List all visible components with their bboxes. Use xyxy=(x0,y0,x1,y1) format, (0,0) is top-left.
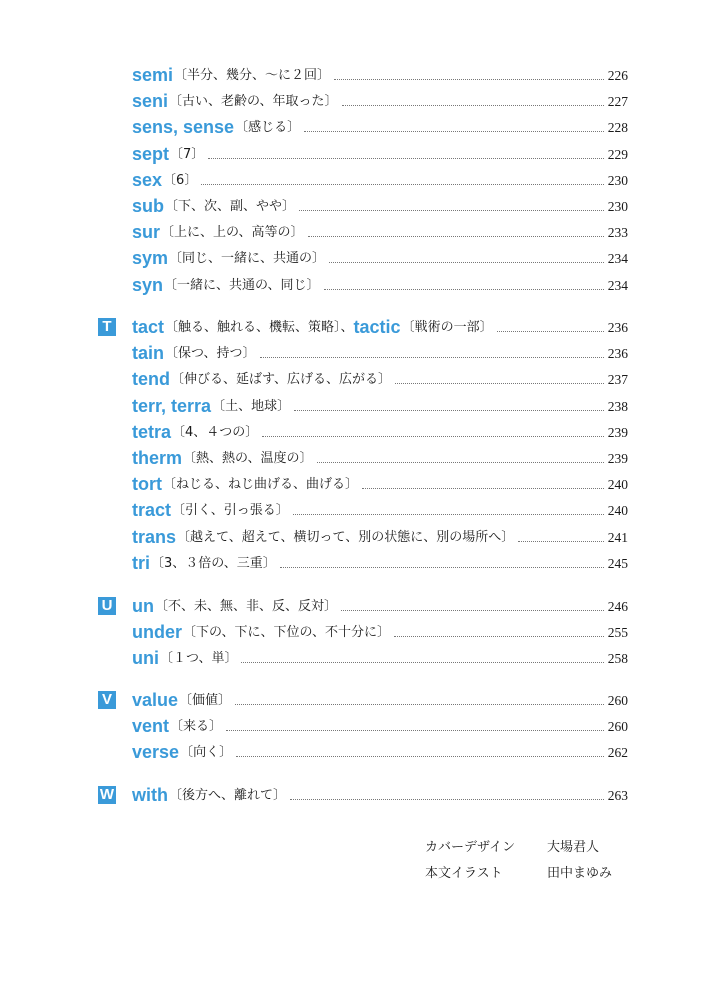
entry-page-number: 262 xyxy=(607,745,628,761)
index-entry[interactable] xyxy=(132,247,628,269)
section-letter-badge: T xyxy=(98,318,116,336)
entry-root: sub xyxy=(132,196,165,216)
dot-leader xyxy=(262,436,603,437)
entry-page-number: 239 xyxy=(607,451,628,466)
index-entry[interactable] xyxy=(132,447,628,469)
index-entry[interactable] xyxy=(132,274,628,296)
entry-page-number: 237 xyxy=(607,372,628,388)
entry-root: un xyxy=(132,596,154,616)
dot-leader xyxy=(329,262,604,263)
index-entry[interactable] xyxy=(132,143,628,165)
dot-leader xyxy=(236,756,604,757)
entry-page-number: 260 xyxy=(607,693,628,708)
entry-page-number: 255 xyxy=(607,625,628,641)
entry-page-number: 258 xyxy=(607,651,628,667)
index-entry[interactable] xyxy=(132,715,628,737)
entry-root: semi xyxy=(132,65,174,85)
index-section xyxy=(98,784,628,810)
entry-root: trans xyxy=(132,526,177,547)
entry-page-number: 236 xyxy=(607,320,628,335)
entry-root: sur xyxy=(132,222,161,243)
entry-gloss: 〔一緒に、共通の、同じ〕 xyxy=(164,277,320,293)
index-entry[interactable] xyxy=(132,195,628,217)
entry-gloss: 〔古い、老齢の、年取った〕 xyxy=(169,94,338,110)
dot-leader xyxy=(201,184,603,185)
entry-gloss: 〔向く〕 xyxy=(180,745,233,761)
entry-root: verse xyxy=(132,742,180,763)
entry-page-number: 229 xyxy=(607,146,628,162)
entry-root: value xyxy=(132,690,179,710)
entry-page-number: 245 xyxy=(607,555,628,571)
index-entry[interactable] xyxy=(132,342,628,364)
dot-leader xyxy=(518,541,604,542)
index-entry[interactable] xyxy=(132,116,628,138)
credit-name: 大場君人 xyxy=(547,840,600,855)
entry-root: sept xyxy=(132,143,170,164)
entry-gloss: 〔不、未、無、非、反、反対〕 xyxy=(155,599,338,614)
index-section xyxy=(98,64,628,300)
entry-root: tain xyxy=(132,343,165,364)
dot-leader xyxy=(280,567,604,568)
entry-gloss: 〔越えて、超えて、横切って、別の状態に、別の場所へ〕 xyxy=(177,529,515,545)
dot-leader xyxy=(497,331,604,332)
credit-name: 田中まゆみ xyxy=(547,866,613,881)
entry-root: uni xyxy=(132,648,159,669)
index-entry[interactable] xyxy=(132,784,628,806)
entry-page-number: 238 xyxy=(607,398,628,414)
section-letter-badge: V xyxy=(98,691,116,709)
entry-page-number: 230 xyxy=(607,199,628,214)
dot-leader xyxy=(235,704,604,705)
entry-page-number: 230 xyxy=(607,172,628,188)
index-entry[interactable] xyxy=(132,526,628,548)
entry-gloss: 〔引く、引っ張る〕 xyxy=(172,503,289,519)
index-section xyxy=(98,595,628,674)
entry-page-number: 233 xyxy=(607,225,628,241)
entry-gloss: 〔6〕 xyxy=(163,172,198,188)
index-entry[interactable] xyxy=(132,169,628,191)
entry-gloss: 〔後方へ、離れて〕 xyxy=(169,788,287,803)
entry-root: tort xyxy=(132,474,162,495)
entry-root: sym xyxy=(132,248,169,269)
index-entry[interactable] xyxy=(132,473,628,495)
entry-gloss: 〔保つ、持つ〕 xyxy=(165,346,256,362)
entry-gloss: 〔価値〕 xyxy=(179,693,232,708)
dot-leader xyxy=(317,462,604,463)
index-section xyxy=(98,316,628,578)
dot-leader xyxy=(304,131,604,132)
entry-gloss: 〔土、地球〕 xyxy=(212,398,291,414)
dot-leader xyxy=(294,410,604,411)
index-entry[interactable] xyxy=(132,499,628,521)
dot-leader xyxy=(395,383,604,384)
entry-root: sex xyxy=(132,169,163,190)
entry-root: tetra xyxy=(132,421,172,442)
credit-role: 本文イラスト xyxy=(425,866,503,881)
entry-page-number: 239 xyxy=(607,424,628,440)
entry-gloss: 〔3、３倍の、三重〕 xyxy=(151,555,276,571)
entry-gloss: 〔下の、下に、下位の、不十分に〕 xyxy=(183,625,390,641)
entry-page-number: 240 xyxy=(607,477,628,493)
entry-root: sens, sense xyxy=(132,117,235,138)
dot-leader xyxy=(362,488,604,489)
index-entry[interactable] xyxy=(132,64,628,86)
entry-page-number: 234 xyxy=(607,277,628,293)
entry-root: syn xyxy=(132,274,164,295)
dot-leader xyxy=(260,357,604,358)
dot-leader xyxy=(241,662,603,663)
dot-leader xyxy=(334,79,604,80)
dot-leader xyxy=(299,210,604,211)
entry-page-number: 226 xyxy=(607,68,628,83)
index-entry[interactable] xyxy=(132,621,628,643)
dot-leader xyxy=(293,514,604,515)
entry-gloss: 〔伸びる、延ばす、広げる、広がる〕 xyxy=(171,372,391,388)
credit-row xyxy=(425,836,645,856)
index-entry[interactable] xyxy=(132,741,628,763)
entry-page-number: 227 xyxy=(607,94,628,110)
entry-page-number: 260 xyxy=(607,719,628,735)
entry-gloss: 〔半分、幾分、〜に２回〕 xyxy=(174,68,331,83)
index-entry[interactable] xyxy=(132,221,628,243)
entry-gloss: 〔同じ、一緒に、共通の〕 xyxy=(169,251,326,267)
entry-root: tend xyxy=(132,369,170,390)
entry-gloss: 〔4、４つの〕 xyxy=(172,424,259,440)
entry-root: tri xyxy=(132,552,150,573)
credit-row xyxy=(425,862,645,882)
entry-gloss: 〔ねじる、ねじ曲げる、曲げる〕 xyxy=(163,477,359,493)
index-section xyxy=(98,689,628,768)
entry-gloss: 〔7〕 xyxy=(170,146,205,162)
entry-root: with xyxy=(132,785,168,805)
dot-leader xyxy=(324,289,604,290)
entry-root: tract xyxy=(132,500,172,521)
dot-leader xyxy=(226,730,604,731)
entry-root: therm xyxy=(132,448,183,468)
entry-page-number: 234 xyxy=(607,251,628,267)
index-entry[interactable] xyxy=(132,395,628,417)
entry-gloss: 〔上に、上の、高等の〕 xyxy=(161,225,304,241)
entry-gloss: 〔触る、触れる、機転、策略〕、 xyxy=(165,320,354,335)
entry-page-number: 236 xyxy=(607,346,628,362)
entry-gloss: 〔来る〕 xyxy=(170,719,223,735)
entry-gloss: 〔下、次、副、やや〕 xyxy=(165,199,296,214)
dot-leader xyxy=(342,105,604,106)
index-entry[interactable] xyxy=(132,689,628,711)
entry-gloss: 〔感じる〕 xyxy=(235,120,301,136)
dot-leader xyxy=(290,799,604,800)
entry-page-number: 240 xyxy=(607,503,628,519)
entry-gloss: 〔１つ、単〕 xyxy=(160,651,238,667)
entry-root: tact xyxy=(132,317,165,337)
entry-gloss-secondary: 〔戦術の一部〕 xyxy=(401,320,493,335)
credit-role: カバーデザイン xyxy=(425,840,516,855)
index-entry[interactable] xyxy=(132,595,628,617)
entry-root: terr, terra xyxy=(132,395,212,416)
entry-page-number: 241 xyxy=(607,529,628,545)
section-letter-badge: U xyxy=(98,597,116,615)
dot-leader xyxy=(208,158,603,159)
entry-page-number: 263 xyxy=(607,788,628,803)
dot-leader xyxy=(394,636,604,637)
entry-root-secondary: tactic xyxy=(353,317,401,337)
entry-page-number: 246 xyxy=(607,599,628,614)
index-entry[interactable] xyxy=(132,647,628,669)
index-entry[interactable] xyxy=(132,90,628,112)
dot-leader xyxy=(341,610,604,611)
entry-gloss: 〔熱、熱の、温度の〕 xyxy=(183,451,313,466)
index-entry[interactable] xyxy=(132,552,628,574)
dot-leader xyxy=(308,236,604,237)
entry-root: seni xyxy=(132,91,169,112)
entry-root: vent xyxy=(132,716,170,737)
section-letter-badge: W xyxy=(99,786,115,803)
index-entry[interactable] xyxy=(132,368,628,390)
entry-page-number: 228 xyxy=(607,120,628,136)
entry-root: under xyxy=(132,622,183,643)
index-entry[interactable] xyxy=(132,421,628,443)
index-entry[interactable] xyxy=(132,316,628,338)
